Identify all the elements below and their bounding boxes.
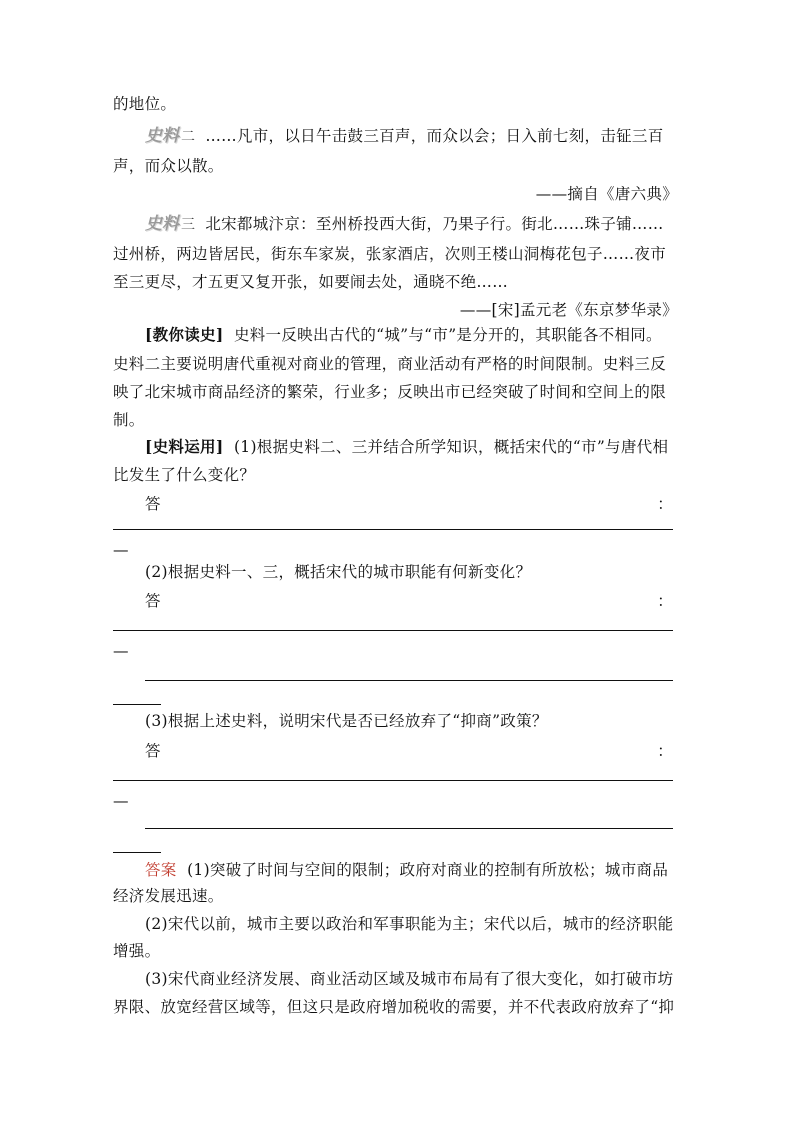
answer-tag: 答案: [145, 861, 177, 879]
answer-a2-line1: (2)宋代以前，城市主要以政治和军事职能为主；宋代以后，城市的经济职能: [145, 915, 674, 933]
source-badge-icon: 史料: [145, 214, 179, 234]
answer-blank-line-short[interactable]: [113, 704, 161, 705]
top-line: 的地位。: [113, 95, 177, 113]
reading-line1: [145, 325, 662, 345]
source3-line1: [145, 214, 664, 235]
answer-label: 答: [145, 495, 161, 513]
answer-label: 答: [145, 592, 161, 610]
usage-tag: [史料运用]: [145, 437, 224, 456]
source2-text: ……凡市，以日午击鼓三百声，而众以会；日入前七刻，击钲三百: [205, 127, 664, 145]
answer-dash: —: [113, 541, 129, 559]
usage-q1-line1: [145, 437, 668, 457]
source3-citation: ——[宋]孟元老《东京梦华录》: [459, 301, 678, 319]
answer-colon: ：: [657, 495, 673, 513]
answer-blank-line[interactable]: [145, 680, 673, 681]
usage-q3: (3)根据上述史料，说明宋代是否已经放弃了“抑商”政策？: [145, 712, 548, 730]
reading-line4: 制。: [113, 411, 145, 429]
source-badge-icon: 史料: [145, 126, 179, 146]
answer-blank-line[interactable]: [113, 630, 673, 631]
source-number: 三: [181, 217, 196, 233]
answer-a3-line1: (3)宋代商业经济发展、商业活动区域及城市布局有了很大变化，如打破市坊: [145, 970, 674, 988]
answer-blank-line[interactable]: [113, 529, 673, 530]
answer-colon: ：: [657, 592, 673, 610]
reading-text: 史料一反映出古代的“城”与“市”是分开的，其职能各不相同。: [233, 326, 662, 344]
answer-a2-line2: 增强。: [113, 942, 161, 960]
reading-tag: [教你读史]: [145, 325, 224, 344]
answer-prompt-3: [145, 741, 673, 761]
source2-line1: [145, 126, 664, 147]
source3-line3: 至三更尽，才五更又复开张，如要闹去处，通晓不绝……: [113, 273, 509, 291]
answer-colon: ：: [657, 742, 673, 760]
answer-a1-line2: 经济发展迅速。: [113, 887, 224, 905]
source2-citation: ——摘自《唐六典》: [535, 185, 678, 203]
answer-blank-line-short[interactable]: [113, 852, 161, 853]
answer-prompt-2: [145, 591, 673, 611]
answer-prompt-1: [145, 494, 673, 514]
usage-q1-text: (1)根据史料二、三并结合所学知识，概括宋代的“市”与唐代相: [233, 438, 669, 456]
source2-line2: 声，而众以散。: [113, 157, 224, 175]
source-number: 二: [181, 129, 196, 145]
reading-line3: 映了北宋城市商品经济的繁荣，行业多；反映出市已经突破了时间和空间上的限: [113, 383, 667, 401]
answer-dash: —: [113, 642, 129, 660]
usage-q1-line2: 比发生了什么变化？: [113, 466, 256, 484]
source3-text: 北宋都城汴京：至州桥投西大街，乃果子行。街北……珠子铺……: [205, 215, 664, 233]
answer-a1-line1: [145, 860, 668, 880]
answer-dash: —: [113, 792, 129, 810]
usage-q2: (2)根据史料一、三，概括宋代的城市职能有何新变化？: [145, 563, 532, 581]
answer-blank-line[interactable]: [145, 828, 673, 829]
answer-a1-text: (1)突破了时间与空间的限制；政府对商业的控制有所放松；城市商品: [187, 861, 669, 879]
reading-line2: 史料二主要说明唐代重视对商业的管理，商业活动有严格的时间限制。史料三反: [113, 355, 667, 373]
answer-a3-line2: 界限、放宽经营区域等，但这只是政府增加税收的需要，并不代表政府放弃了“抑: [113, 998, 675, 1016]
answer-label: 答: [145, 742, 161, 760]
answer-blank-line[interactable]: [113, 780, 673, 781]
source3-line2: 过州桥，两边皆居民，街东车家炭，张家酒店，次则王楼山洞梅花包子……夜市: [113, 245, 667, 263]
